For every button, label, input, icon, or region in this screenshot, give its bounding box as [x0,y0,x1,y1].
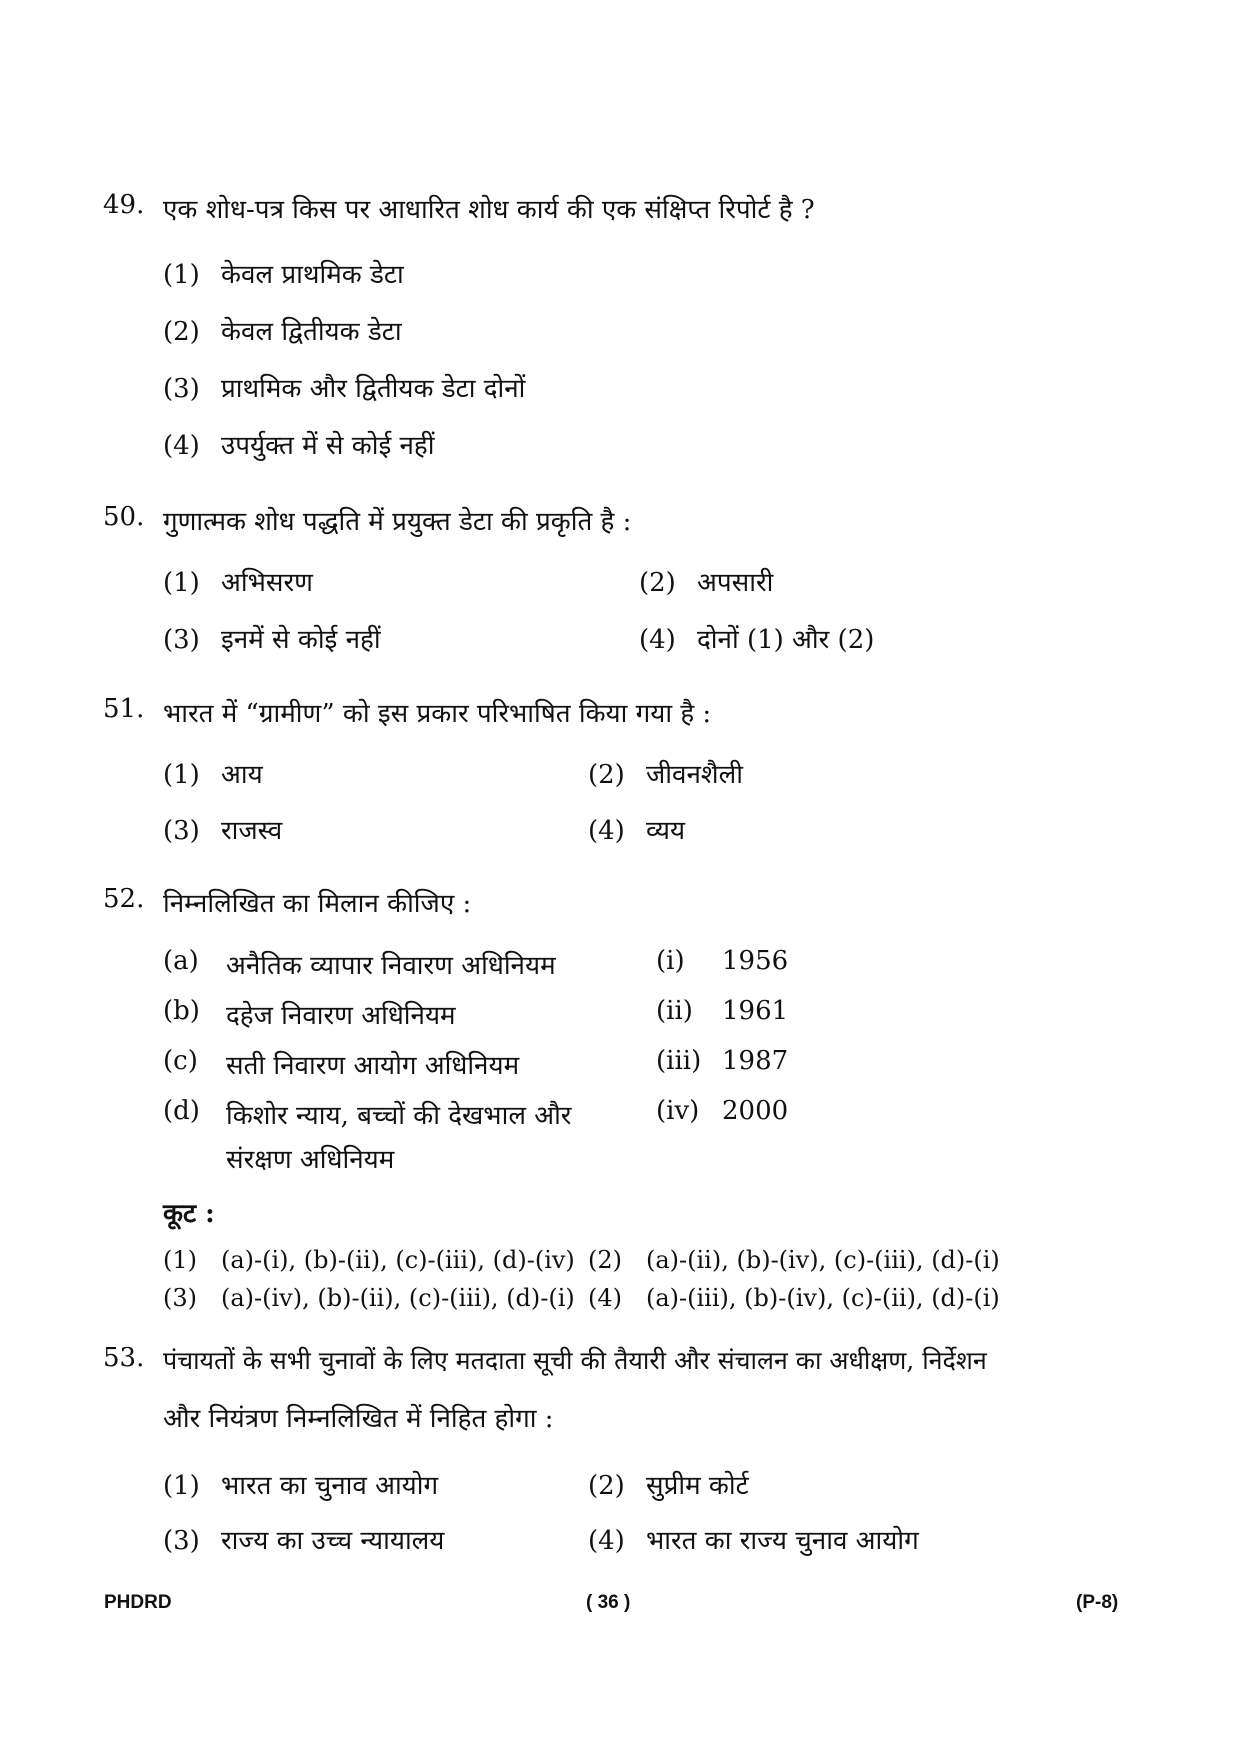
match-left-label: (a) [163,946,199,976]
option-text: अपसारी [697,568,774,598]
question-number: 53. [103,1343,145,1373]
option-3 [163,811,282,847]
option-text: आय [221,760,263,790]
option-number: (3) [163,374,200,404]
question-text: भारत में “ग्रामीण” को इस प्रकार परिभाषित किया गया है : [163,699,712,729]
option-3 [163,369,525,405]
option-text: (a)-(iii), (b)-(iv), (c)-(ii), (d)-(i) [646,1284,1000,1312]
question-text: एक शोध-पत्र किस पर आधारित शोध कार्य की एक संक्षिप्त रिपोर्ट है ? [163,195,815,225]
option-text: भारत का चुनाव आयोग [221,1471,439,1501]
option-text: राज्य का उच्च न्यायालय [221,1526,445,1556]
question-number: 49. [103,190,145,220]
option-number: (4) [163,431,200,461]
option-number: (3) [163,1284,197,1312]
match-right-year: 1956 [722,946,789,976]
match-right-label: (ii) [656,996,693,1026]
match-right-label: (iii) [656,1046,702,1076]
option-number: (4) [639,625,676,655]
option-1 [163,255,404,291]
option-number: (4) [588,816,625,846]
option-4 [639,620,874,656]
match-left-text: दहेज निवारण अधिनियम [226,1001,456,1031]
footer-right-code: (P-8) [1076,1592,1119,1613]
match-right-year: 1961 [722,996,789,1026]
match-left-label: (d) [163,1096,200,1126]
option-text: अभिसरण [221,568,313,598]
match-left-text-cont: संरक्षण अधिनियम [226,1145,395,1175]
option-4 [588,811,685,847]
question-text: गुणात्मक शोध पद्धति में प्रयुक्त डेटा की प्रकृति है : [163,507,632,537]
option-text: भारत का राज्य चुनाव आयोग [646,1526,919,1556]
option-number: (4) [588,1284,622,1312]
option-text: उपर्युक्त में से कोई नहीं [221,431,435,461]
option-4 [588,1521,919,1557]
match-left-text: किशोर न्याय, बच्चों की देखभाल और [226,1101,572,1131]
option-text: राजस्व [221,816,283,846]
question-number: 50. [103,502,145,532]
option-1 [163,755,263,791]
option-number: (1) [163,760,200,790]
option-1 [163,563,313,599]
option-number: (2) [163,317,200,347]
option-number: (3) [163,1526,200,1556]
option-number: (2) [588,1471,625,1501]
option-4 [163,426,434,462]
match-left-label: (b) [163,996,200,1026]
option-3 [163,620,381,656]
code-option-3 [163,1284,575,1312]
option-number: (2) [588,760,625,790]
option-text: जीवनशैली [646,760,743,790]
question-text: पंचायतों के सभी चुनावों के लिए मतदाता सूची की तैयारी और संचालन का अधीक्षण, निर्देशन [163,1346,987,1375]
match-left-text: सती निवारण आयोग अधिनियम [226,1051,520,1081]
match-right-label: (iv) [656,1096,700,1126]
option-number: (3) [163,816,200,846]
option-text: प्राथमिक और द्वितीयक डेटा दोनों [221,374,526,404]
question-number: 52. [103,884,145,914]
option-2 [639,563,773,599]
code-option-2 [588,1246,1000,1274]
option-2 [588,755,743,791]
question-text-cont: और नियंत्रण निम्नलिखित में निहित होगा : [163,1404,554,1434]
question-text: निम्नलिखित का मिलान कीजिए : [163,889,472,919]
match-right-year: 2000 [722,1096,789,1126]
code-label: कूट : [163,1199,215,1229]
option-text: (a)-(iv), (b)-(ii), (c)-(iii), (d)-(i) [221,1284,575,1312]
option-text: दोनों (1) और (2) [697,625,875,655]
option-text: व्यय [646,816,686,846]
option-2 [163,312,402,348]
option-2 [588,1466,749,1502]
option-text: केवल प्राथमिक डेटा [221,260,404,290]
question-number: 51. [103,694,145,724]
option-number: (3) [163,625,200,655]
footer-left-code: PHDRD [104,1592,172,1613]
option-number: (2) [639,568,676,598]
option-number: (1) [163,1246,197,1274]
option-number: (2) [588,1246,622,1274]
option-number: (1) [163,1471,200,1501]
code-option-1 [163,1246,575,1274]
match-right-year: 1987 [722,1046,789,1076]
option-text: (a)-(i), (b)-(ii), (c)-(iii), (d)-(iv) [221,1246,575,1274]
code-option-4 [588,1284,1000,1312]
option-number: (4) [588,1526,625,1556]
option-3 [163,1521,444,1557]
option-text: इनमें से कोई नहीं [221,625,381,655]
match-left-text: अनैतिक व्यापार निवारण अधिनियम [226,951,556,981]
option-number: (1) [163,568,200,598]
match-right-label: (i) [656,946,685,976]
option-number: (1) [163,260,200,290]
option-text: (a)-(ii), (b)-(iv), (c)-(iii), (d)-(i) [646,1246,1000,1274]
page-number: ( 36 ) [586,1592,631,1613]
option-text: केवल द्वितीयक डेटा [221,317,402,347]
option-1 [163,1466,438,1502]
option-text: सुप्रीम कोर्ट [646,1471,749,1501]
match-left-label: (c) [163,1046,198,1076]
